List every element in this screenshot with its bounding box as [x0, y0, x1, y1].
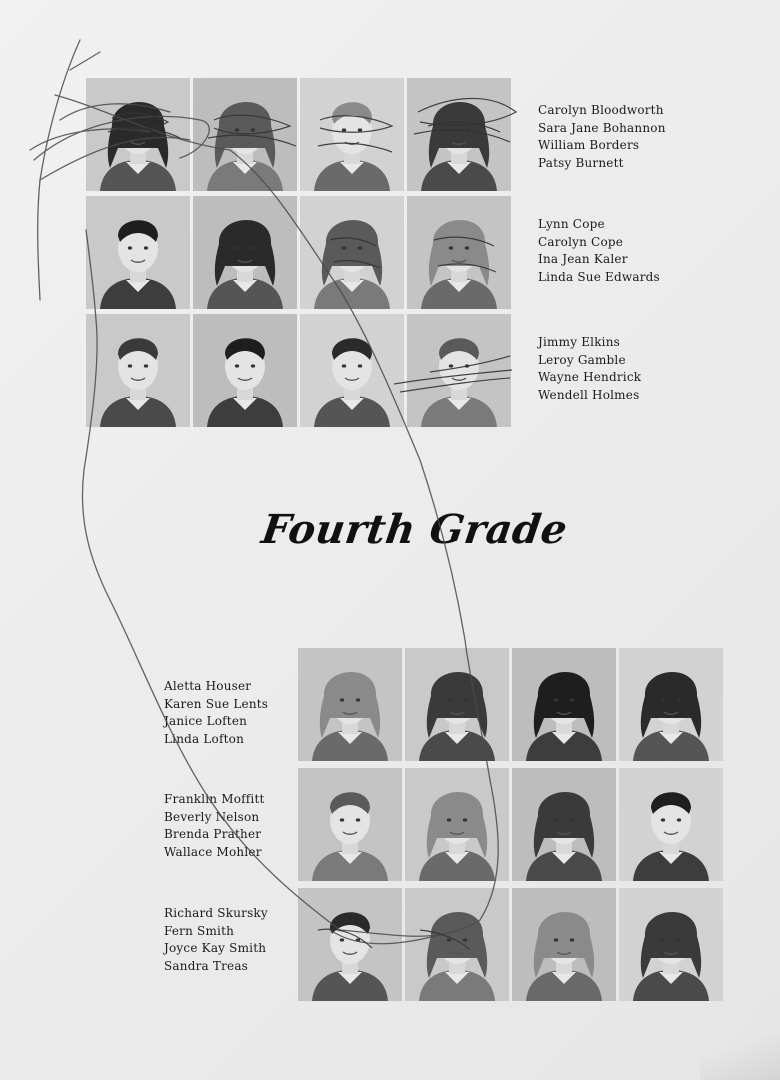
student-photo [300, 314, 404, 427]
student-photo [86, 78, 190, 191]
page-corner-shadow [700, 1020, 780, 1080]
student-name: Brenda Prather [164, 827, 262, 841]
bottom-names-row-2 [164, 791, 265, 861]
student-name: Carolyn Bloodworth [538, 103, 664, 117]
student-name: Linda Lofton [164, 731, 244, 746]
student-name: Wayne Hendrick [538, 370, 642, 384]
student-name: Karen Sue Lents [164, 696, 269, 711]
student-photo [512, 768, 616, 881]
student-photo [405, 888, 509, 1001]
student-name: Wallace Mohler [164, 844, 262, 859]
page-title: Fourth Grade [258, 506, 571, 553]
student-name: Lynn Cope [538, 217, 605, 231]
student-name: Sandra Treas [164, 958, 249, 973]
student-name: Franklin Moffitt [164, 792, 265, 806]
student-name: Joyce Kay Smith [164, 941, 267, 955]
student-photo [86, 196, 190, 309]
student-name: Jimmy Elkins [538, 335, 620, 349]
student-photo [193, 78, 297, 191]
student-name: Richard Skursky [164, 906, 268, 920]
student-photo [512, 888, 616, 1001]
bottom-names-row-1 [164, 678, 268, 748]
student-photo [407, 196, 511, 309]
student-photo [619, 648, 723, 761]
student-photo [298, 888, 402, 1001]
student-name: Aletta Houser [164, 679, 252, 693]
student-name: Wendell Holmes [538, 387, 640, 402]
student-photo [619, 768, 723, 881]
student-photo [298, 768, 402, 881]
student-photo [193, 196, 297, 309]
student-photo [512, 648, 616, 761]
student-name: Janice Loften [164, 714, 248, 728]
student-photo [300, 78, 404, 191]
student-name: Linda Sue Edwards [538, 269, 660, 284]
student-name: Fern Smith [164, 923, 235, 938]
top-names-row-3 [538, 334, 641, 404]
student-name: Sara Jane Bohannon [538, 120, 666, 135]
student-photo [405, 648, 509, 761]
student-photo [86, 314, 190, 427]
student-photo [619, 888, 723, 1001]
student-photo [193, 314, 297, 427]
top-names-row-2 [538, 216, 660, 286]
student-photo [407, 78, 511, 191]
student-photo [405, 768, 509, 881]
student-name: Patsy Burnett [538, 155, 624, 170]
student-name: William Borders [538, 138, 640, 152]
student-name: Leroy Gamble [538, 352, 626, 367]
student-photo [407, 314, 511, 427]
student-name: Carolyn Cope [538, 234, 624, 249]
student-name: Ina Jean Kaler [538, 252, 628, 266]
bottom-names-row-3 [164, 905, 268, 975]
top-names-row-1 [538, 102, 666, 172]
student-name: Beverly Nelson [164, 809, 260, 824]
student-photo [300, 196, 404, 309]
student-photo [298, 648, 402, 761]
